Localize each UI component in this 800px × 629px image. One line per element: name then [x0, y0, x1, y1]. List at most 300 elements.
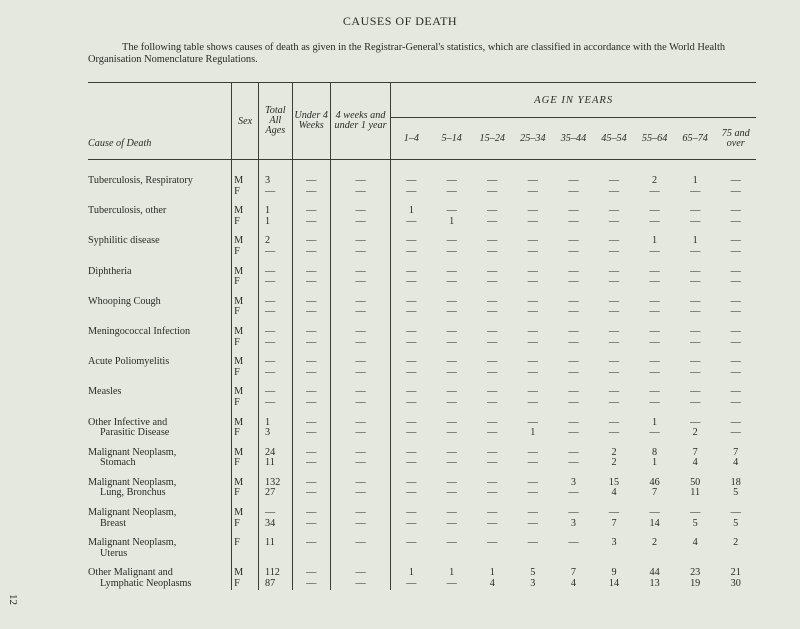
- value-cell: —: [259, 267, 293, 278]
- value-cell: [472, 549, 513, 560]
- sex-cell: M: [232, 297, 259, 308]
- value-cell: —: [259, 277, 293, 288]
- value-cell: —: [391, 297, 432, 308]
- value-cell: —: [446, 175, 457, 186]
- value-cell: —: [487, 185, 498, 197]
- value-cell: —: [527, 205, 538, 217]
- value-cell: —: [446, 276, 457, 288]
- value-cell: —: [527, 245, 538, 257]
- value-cell: —: [730, 366, 741, 378]
- value-cell: —: [330, 247, 391, 258]
- value-cell: 4: [611, 487, 617, 499]
- value-cell: —: [292, 488, 330, 499]
- value-cell: [513, 549, 554, 560]
- value-cell: —: [690, 306, 701, 318]
- value-cell: —: [527, 396, 538, 408]
- value-cell: —: [446, 396, 457, 408]
- value-cell: 7: [611, 517, 617, 529]
- cause-cell: Tuberculosis, Respiratory: [88, 175, 193, 186]
- value-cell: —: [391, 428, 432, 439]
- value-cell: —: [527, 295, 538, 307]
- value-cell: —: [446, 205, 457, 217]
- cause-cell: Lymphatic Neoplasms: [100, 578, 192, 590]
- value-cell: —: [730, 507, 741, 519]
- value-cell: —: [259, 247, 293, 258]
- value-cell: 23: [690, 567, 701, 579]
- cause-cell: Uterus: [100, 547, 128, 559]
- value-cell: [634, 549, 675, 560]
- value-cell: —: [527, 235, 538, 247]
- value-cell: —: [391, 176, 432, 187]
- value-cell: —: [259, 187, 293, 198]
- value-cell: —: [487, 517, 498, 529]
- value-cell: —: [330, 448, 391, 459]
- value-cell: —: [292, 387, 330, 398]
- value-cell: —: [487, 175, 498, 186]
- value-cell: —: [730, 205, 741, 217]
- value-cell: [594, 549, 635, 560]
- value-cell: —: [568, 215, 579, 227]
- value-cell: —: [608, 235, 620, 247]
- cause-cell: [88, 277, 232, 288]
- sex-cell: F: [232, 247, 259, 258]
- value-cell: —: [330, 568, 391, 579]
- value-cell: —: [330, 307, 391, 318]
- value-cell: —: [446, 537, 457, 549]
- value-cell: —: [292, 307, 330, 318]
- table-row: [88, 338, 756, 349]
- value-cell: —: [292, 398, 330, 409]
- value-cell: 50: [690, 476, 701, 488]
- value-cell: —: [690, 215, 701, 227]
- value-cell: 132: [259, 478, 293, 489]
- value-cell: —: [608, 507, 620, 519]
- value-cell: 3: [611, 537, 617, 549]
- header-age-in-years: AGE IN YEARS: [391, 83, 756, 118]
- value-cell: 24: [259, 448, 293, 459]
- value-cell: —: [330, 418, 391, 429]
- value-cell: 8: [652, 446, 658, 458]
- value-cell: —: [608, 396, 620, 408]
- value-cell: —: [649, 396, 660, 408]
- value-cell: —: [391, 217, 432, 228]
- value-cell: —: [391, 519, 432, 530]
- value-cell: —: [292, 519, 330, 530]
- value-cell: —: [568, 427, 579, 439]
- table-row: [88, 428, 756, 439]
- value-cell: [431, 549, 472, 560]
- cause-cell: Malignant Neoplasm,: [88, 507, 177, 519]
- cause-cell: Acute Poliomyelitis: [88, 356, 170, 368]
- value-cell: —: [487, 295, 498, 307]
- cause-cell: Measles: [88, 386, 122, 398]
- value-cell: 1: [259, 217, 293, 228]
- value-cell: —: [649, 295, 660, 307]
- value-cell: [259, 549, 293, 560]
- value-cell: —: [259, 387, 293, 398]
- value-cell: —: [391, 236, 432, 247]
- value-cell: 1: [259, 206, 293, 217]
- value-cell: —: [608, 185, 620, 197]
- value-cell: 34: [259, 519, 293, 530]
- sex-cell: M: [232, 508, 259, 519]
- value-cell: —: [446, 517, 457, 529]
- value-cell: 1: [391, 568, 432, 579]
- sex-cell: M: [232, 176, 259, 187]
- value-cell: —: [330, 217, 391, 228]
- value-cell: —: [690, 276, 701, 288]
- cause-cell: Meningococcal Infection: [88, 325, 191, 337]
- value-cell: —: [259, 508, 293, 519]
- value-cell: —: [292, 568, 330, 579]
- value-cell: 5: [692, 517, 698, 529]
- value-cell: —: [608, 336, 620, 348]
- value-cell: —: [330, 508, 391, 519]
- table-row: [88, 519, 756, 530]
- value-cell: —: [391, 488, 432, 499]
- table-row: [88, 247, 756, 258]
- value-cell: 3: [259, 428, 293, 439]
- cause-cell: Stomach: [100, 457, 136, 469]
- value-cell: 87: [259, 579, 293, 590]
- value-cell: —: [292, 267, 330, 278]
- value-cell: —: [446, 457, 457, 469]
- value-cell: —: [292, 247, 330, 258]
- value-cell: —: [568, 245, 579, 257]
- value-cell: —: [608, 205, 620, 217]
- value-cell: 15: [608, 476, 620, 488]
- value-cell: —: [690, 185, 701, 197]
- value-cell: —: [487, 537, 498, 549]
- cause-cell: Diphtheria: [88, 265, 132, 277]
- value-cell: 46: [649, 476, 660, 488]
- value-cell: —: [330, 297, 391, 308]
- value-cell: —: [649, 205, 660, 217]
- value-cell: —: [487, 265, 498, 277]
- value-cell: —: [527, 366, 538, 378]
- cause-cell: Lung, Bronchus: [100, 487, 166, 499]
- value-cell: —: [568, 205, 579, 217]
- value-cell: 2: [611, 446, 617, 458]
- value-cell: —: [568, 396, 579, 408]
- value-cell: —: [292, 217, 330, 228]
- page-title: CAUSES OF DEATH: [342, 14, 458, 28]
- value-cell: —: [527, 325, 538, 337]
- value-cell: —: [527, 476, 538, 488]
- value-cell: —: [649, 306, 660, 318]
- value-cell: —: [487, 205, 498, 217]
- value-cell: 1: [692, 175, 698, 186]
- value-cell: —: [608, 276, 620, 288]
- value-cell: —: [487, 457, 498, 469]
- value-cell: —: [446, 487, 457, 499]
- value-cell: [675, 549, 716, 560]
- value-cell: —: [391, 508, 432, 519]
- value-cell: [715, 549, 756, 560]
- value-cell: —: [292, 538, 330, 549]
- value-cell: 3: [259, 176, 293, 187]
- value-cell: —: [292, 508, 330, 519]
- value-cell: —: [391, 267, 432, 278]
- value-cell: [292, 549, 330, 560]
- value-cell: —: [487, 396, 498, 408]
- sex-cell: F: [232, 368, 259, 379]
- value-cell: —: [292, 176, 330, 187]
- value-cell: —: [446, 427, 457, 439]
- value-cell: —: [487, 306, 498, 318]
- cause-cell: Malignant Neoplasm,: [88, 476, 177, 488]
- cause-cell: [88, 338, 232, 349]
- header-age-3: 25–34: [513, 118, 554, 160]
- value-cell: —: [730, 215, 741, 227]
- value-cell: 2: [611, 457, 617, 469]
- value-cell: —: [330, 327, 391, 338]
- sex-cell: F: [232, 488, 259, 499]
- cause-cell: [88, 368, 232, 379]
- value-cell: —: [292, 187, 330, 198]
- value-cell: —: [649, 265, 660, 277]
- value-cell: —: [608, 306, 620, 318]
- value-cell: —: [391, 357, 432, 368]
- value-cell: —: [487, 276, 498, 288]
- sex-cell: M: [232, 206, 259, 217]
- value-cell: 7: [652, 487, 658, 499]
- value-cell: —: [608, 245, 620, 257]
- value-cell: —: [292, 478, 330, 489]
- value-cell: —: [487, 487, 498, 499]
- value-cell: —: [527, 517, 538, 529]
- sex-cell: F: [232, 579, 259, 590]
- value-cell: —: [730, 356, 741, 368]
- value-cell: —: [568, 457, 579, 469]
- header-cause: Cause of Death: [88, 83, 232, 160]
- table-row: [88, 538, 756, 549]
- header-age-0: 1–4: [391, 118, 432, 160]
- value-cell: —: [649, 386, 660, 398]
- sex-cell: M: [232, 236, 259, 247]
- sex-cell: M: [232, 448, 259, 459]
- value-cell: —: [649, 427, 660, 439]
- value-cell: —: [527, 457, 538, 469]
- header-age-1: 5–14: [431, 118, 472, 160]
- value-cell: —: [568, 306, 579, 318]
- value-cell: —: [649, 356, 660, 368]
- cause-cell: [88, 247, 232, 258]
- value-cell: —: [391, 478, 432, 489]
- value-cell: —: [330, 277, 391, 288]
- value-cell: 18: [730, 476, 741, 488]
- value-cell: —: [446, 336, 457, 348]
- causes-of-death-table: [88, 82, 756, 590]
- value-cell: —: [730, 325, 741, 337]
- sex-cell: M: [232, 327, 259, 338]
- value-cell: —: [446, 265, 457, 277]
- value-cell: —: [292, 448, 330, 459]
- value-cell: —: [259, 327, 293, 338]
- value-cell: 1: [449, 567, 455, 579]
- value-cell: —: [446, 306, 457, 318]
- cause-cell: Breast: [100, 517, 127, 529]
- header-age-7: 65–74: [675, 118, 716, 160]
- value-cell: —: [259, 338, 293, 349]
- table-row: [88, 277, 756, 288]
- sex-cell: F: [232, 217, 259, 228]
- value-cell: 2: [259, 236, 293, 247]
- sex-cell: F: [232, 187, 259, 198]
- value-cell: —: [446, 295, 457, 307]
- value-cell: 1: [652, 457, 658, 469]
- value-cell: —: [730, 416, 741, 428]
- value-cell: —: [391, 307, 432, 318]
- value-cell: 44: [649, 567, 660, 579]
- value-cell: —: [259, 297, 293, 308]
- cause-cell: Syphilitic disease: [88, 235, 160, 247]
- value-cell: —: [330, 458, 391, 469]
- value-cell: —: [527, 507, 538, 519]
- value-cell: —: [730, 235, 741, 247]
- table-row: [88, 187, 756, 198]
- value-cell: —: [487, 446, 498, 458]
- value-cell: —: [292, 206, 330, 217]
- value-cell: —: [487, 476, 498, 488]
- table-row: [88, 579, 756, 590]
- value-cell: —: [391, 187, 432, 198]
- table-spacer: [88, 160, 756, 177]
- value-cell: —: [487, 235, 498, 247]
- value-cell: —: [391, 338, 432, 349]
- value-cell: —: [391, 247, 432, 258]
- value-cell: —: [527, 487, 538, 499]
- value-cell: —: [730, 185, 741, 197]
- table-row: [88, 398, 756, 409]
- value-cell: 11: [690, 487, 701, 499]
- table-row: [88, 176, 756, 187]
- value-cell: 1: [652, 416, 658, 428]
- value-cell: —: [690, 336, 701, 348]
- value-cell: —: [292, 428, 330, 439]
- value-cell: —: [690, 366, 701, 378]
- value-cell: 7: [692, 446, 698, 458]
- value-cell: —: [292, 458, 330, 469]
- value-cell: —: [527, 306, 538, 318]
- value-cell: —: [292, 236, 330, 247]
- sex-cell: F: [232, 307, 259, 318]
- value-cell: —: [487, 507, 498, 519]
- table-row: [88, 458, 756, 469]
- sex-cell: M: [232, 568, 259, 579]
- value-cell: 2: [733, 537, 739, 549]
- value-cell: [391, 549, 432, 560]
- value-cell: —: [446, 356, 457, 368]
- value-cell: —: [608, 175, 620, 186]
- value-cell: —: [649, 185, 660, 197]
- value-cell: —: [330, 478, 391, 489]
- value-cell: —: [730, 295, 741, 307]
- value-cell: 13: [649, 578, 660, 590]
- value-cell: —: [391, 387, 432, 398]
- value-cell: 4: [489, 578, 495, 590]
- sex-cell: F: [232, 458, 259, 469]
- value-cell: 1: [449, 215, 455, 227]
- table-row: [88, 549, 756, 560]
- value-cell: —: [730, 427, 741, 439]
- value-cell: —: [568, 325, 579, 337]
- value-cell: —: [391, 448, 432, 459]
- value-cell: —: [259, 368, 293, 379]
- value-cell: —: [330, 206, 391, 217]
- value-cell: —: [527, 175, 538, 186]
- sex-cell: M: [232, 418, 259, 429]
- value-cell: —: [487, 416, 498, 428]
- value-cell: 21: [730, 567, 741, 579]
- value-cell: —: [568, 386, 579, 398]
- value-cell: —: [330, 236, 391, 247]
- value-cell: —: [690, 356, 701, 368]
- value-cell: 9: [611, 567, 617, 579]
- value-cell: —: [446, 476, 457, 488]
- value-cell: —: [446, 235, 457, 247]
- value-cell: —: [487, 386, 498, 398]
- value-cell: —: [527, 356, 538, 368]
- value-cell: —: [649, 245, 660, 257]
- value-cell: 3: [570, 517, 576, 529]
- value-cell: —: [292, 357, 330, 368]
- value-cell: —: [649, 336, 660, 348]
- value-cell: —: [568, 336, 579, 348]
- value-cell: —: [568, 235, 579, 247]
- value-cell: [553, 549, 594, 560]
- value-cell: —: [487, 427, 498, 439]
- value-cell: 2: [692, 427, 698, 439]
- value-cell: 5: [733, 517, 739, 529]
- value-cell: —: [330, 387, 391, 398]
- value-cell: 1: [530, 427, 536, 439]
- value-cell: 4: [692, 537, 698, 549]
- sex-cell: F: [232, 428, 259, 439]
- value-cell: 27: [259, 488, 293, 499]
- value-cell: —: [730, 306, 741, 318]
- value-cell: 11: [259, 458, 293, 469]
- value-cell: —: [292, 297, 330, 308]
- value-cell: 4: [692, 457, 698, 469]
- value-cell: —: [292, 368, 330, 379]
- cause-cell: Malignant Neoplasm,: [88, 446, 177, 458]
- header-4-weeks-under-1-year: 4 weeks and under 1 year: [330, 83, 391, 160]
- value-cell: —: [527, 336, 538, 348]
- value-cell: —: [568, 185, 579, 197]
- sex-cell: M: [232, 357, 259, 368]
- value-cell: —: [649, 325, 660, 337]
- cause-cell: [88, 187, 232, 198]
- header-age-2: 15–24: [472, 118, 513, 160]
- value-cell: 7: [570, 567, 576, 579]
- value-cell: —: [259, 307, 293, 318]
- sex-cell: F: [232, 398, 259, 409]
- value-cell: —: [259, 398, 293, 409]
- value-cell: —: [568, 416, 579, 428]
- value-cell: —: [730, 265, 741, 277]
- value-cell: —: [292, 579, 330, 590]
- value-cell: —: [487, 245, 498, 257]
- sex-cell: M: [232, 478, 259, 489]
- value-cell: —: [568, 265, 579, 277]
- value-cell: —: [446, 366, 457, 378]
- value-cell: —: [690, 245, 701, 257]
- value-cell: —: [446, 507, 457, 519]
- value-cell: —: [487, 325, 498, 337]
- value-cell: —: [608, 427, 620, 439]
- page-number: 12: [7, 594, 19, 605]
